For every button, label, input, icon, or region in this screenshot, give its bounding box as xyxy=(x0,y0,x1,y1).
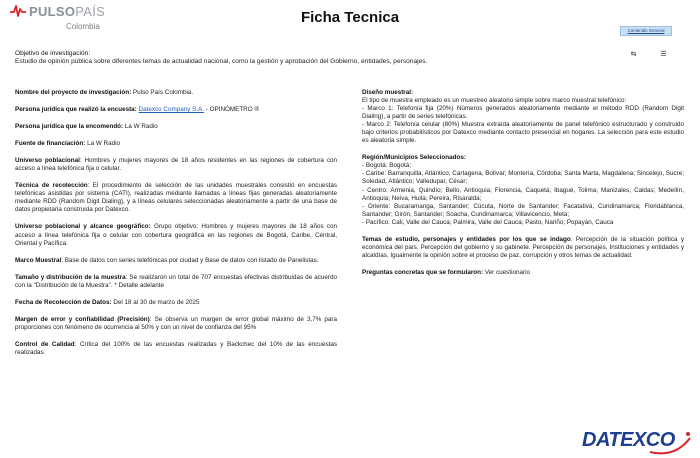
region-item: - Centro: Armenia, Quindío; Bello, Antioquia; Florencia, Caquetá; Ibagué, Tolima; Manizales, Caldas; Medellín, Antioquia; Neiva, Huila; Pereira, Risaralda; xyxy=(362,186,684,202)
universe-value: : Hombres y mujeres mayores de 18 años residentes en las regiones de cobertura con acceso a línea telefónica fija o celular. xyxy=(15,157,337,173)
back-arrows-icon[interactable]: ⇆ xyxy=(630,51,637,58)
topics-label: Temas de estudio, personajes y entidades por los que se indago xyxy=(362,235,571,243)
field-technique xyxy=(15,182,337,214)
field-sample-frame xyxy=(15,257,337,265)
design-title: Diseño muestral: xyxy=(362,89,414,96)
datexco-link[interactable]: Datexco Company S.A. xyxy=(138,106,204,114)
design-intro: El tipo de muestra empleado es un muestreo aleatorio simple sobre marco muestral telefónico: xyxy=(362,97,627,105)
field-date xyxy=(15,299,337,307)
field-topics xyxy=(362,236,684,260)
field-sample-design xyxy=(362,89,684,145)
design-frame-2: - Marco 2: Telefonía celular (80%) Muestra extraída aleatoriamente de panel telefónico estructurado y construido bajo criterios probabilísticos por Datexco mediante contacto presencial en hogares. La selección para este estudio es aleatoria simple. xyxy=(362,121,684,145)
quality-value: : Crítica del 100% de las encuestas realizadas y Backchec del 10% de las encuestas realizadas. xyxy=(15,340,337,356)
page-title: Ficha Tecnica xyxy=(300,9,400,26)
questions-label: Preguntas concretas que se formularon: xyxy=(362,268,484,276)
region-item: - Oriente: Bucaramanga, Santander; Cúcuta, Norte de Santander; Facatativá, Cundinamarca; Floridablanca, Santander; Girón, Santander; Soacha, Cundinamarca; Villavicencio, Meta; xyxy=(362,202,684,218)
sample-size-label: Tamaño y distribución de la muestra xyxy=(15,273,126,281)
region-item: - Pacífico: Cali, Valle del Cauca; Palmira, Valle del Cauca; Pasto, Nariño; Popayán, Cauca xyxy=(362,218,614,226)
date-value: Del 18 al 30 de marzo de 2025 xyxy=(111,298,200,306)
sample-size-value: : Se realizaron un total de 707 encuestas efectivas distribuidas de acuerdo con la "Distribución de la Muestra". * Detalle adelante xyxy=(15,273,337,289)
questions-value: Ver cuestionario xyxy=(483,268,530,276)
commissioned-by-label: Persona jurídica que la encomendó: xyxy=(15,123,124,131)
legal-entity-value: - OPINÓMETRO ® xyxy=(204,106,260,114)
objective-block: Objetivo de investigación: Estudio de opinión pública sobre diferentes temas de actualidad nacional, como la gestión y aprobación del Gobierno, entidades, personajes. xyxy=(15,50,428,66)
datexco-logo xyxy=(580,428,692,456)
field-quality xyxy=(15,341,337,357)
field-legal-entity xyxy=(15,106,337,114)
topics-value: : Percepción de la situación política y económica del país. Percepción del gobierno y su gabinete. Percepción de personajes, Instituciones y entidades y alcaldías. Igualmente la opinión sobre el proceso de paz, corrupción y otros temas de actualidad. xyxy=(362,235,684,259)
error-label: Margen de error y confiabilidad (Precisión) xyxy=(15,315,150,323)
project-name-value: Pulso País Colombia. xyxy=(131,89,194,96)
commissioned-by-value: La W Radio xyxy=(123,123,158,131)
regions-title: Región/Municipios Seleccionados: xyxy=(362,154,466,162)
list-menu-icon[interactable]: ☰ xyxy=(660,51,667,58)
technique-label: Técnica de recolección xyxy=(15,182,88,190)
sample-frame-value: : Base de datos con series telefónicas por ciudad y Base de datos con listado de Panelistas. xyxy=(61,256,319,264)
field-project-name xyxy=(15,89,337,97)
field-error-margin xyxy=(15,316,337,332)
project-name-label: Nombre del proyecto de investigación: xyxy=(15,89,132,96)
region-item: - Caribe: Barranquilla, Atlántico; Cartagena, Bolívar; Montería, Córdoba; Santa Marta, Magdalena; Sincelejo, Sucre; Soledad, Atlántico; Valledupar, César; xyxy=(362,170,685,186)
region-item: - Bogotá: Bogotá; xyxy=(362,162,412,170)
universe-label: Universo poblacional xyxy=(15,157,80,165)
sample-frame-label: Marco Muestral xyxy=(15,256,62,264)
field-commissioned-by xyxy=(15,123,337,131)
field-sample-size xyxy=(15,274,337,290)
field-funding xyxy=(15,140,337,148)
legal-entity-label: Persona jurídica que realizó la encuesta: xyxy=(15,106,137,114)
design-frame-1: - Marco 1: Telefonía fija (20%) Números generados aleatoriamente mediante el método RDD (Random Digit Dialing), a partir de series telefónicas. xyxy=(362,105,684,121)
geo-scope-label: Universo poblacional y alcance geográfico: xyxy=(15,223,151,231)
geo-scope-value: Grupo objetivo: Hombres y mujeres mayores de 18 años con acceso a línea telefónica fija o celular con cobertura geográfica en las regiones de Bogotá, Caribe, Central, Oriental y Pacífica. xyxy=(15,223,337,247)
field-questions xyxy=(362,269,684,277)
date-label: Fecha de Recolección de Datos: xyxy=(15,298,112,306)
objective-label: Objetivo de investigación xyxy=(15,50,89,57)
content-general-button[interactable]: Contenido General xyxy=(620,26,672,36)
field-regions xyxy=(362,154,684,226)
funding-value: La W Radio xyxy=(85,140,120,148)
logo-word-pulso: PULSO xyxy=(29,4,76,19)
technique-value: : El procedimiento de selección de las unidades muestrales consistió en encuestas telefónicas asistidas por sistema (CATI), realizadas mediante llamadas a líneas fijas generadas aleatoriamente mediante RDD (Random Digit Dialing), y a líneas celulares seleccionadas aleatoriamente a partir de una base de datos propietaria construida por Datexco. xyxy=(15,182,337,214)
logo-word-pais: PAÍS xyxy=(75,4,106,19)
quality-label: Control de Calidad xyxy=(15,340,75,348)
objective-text: Estudio de opinión pública sobre diferentes temas de actualidad nacional, como la gestión y aprobación del Gobierno, entidades, personajes. xyxy=(15,58,428,66)
right-column xyxy=(362,89,684,286)
logo-country: Colombia xyxy=(66,22,100,31)
error-value: : Se observa un margen de error global máximo de 3,7% para proporciones con fenómeno de ocurrencia al 50% y con un nivel de confianza del 95% xyxy=(15,315,337,331)
left-column xyxy=(15,89,337,366)
field-geo-scope xyxy=(15,223,337,247)
funding-label: Fuente de financiación: xyxy=(15,140,86,148)
field-universe xyxy=(15,157,337,173)
datexco-wordmark: DATEXCO xyxy=(582,429,675,451)
